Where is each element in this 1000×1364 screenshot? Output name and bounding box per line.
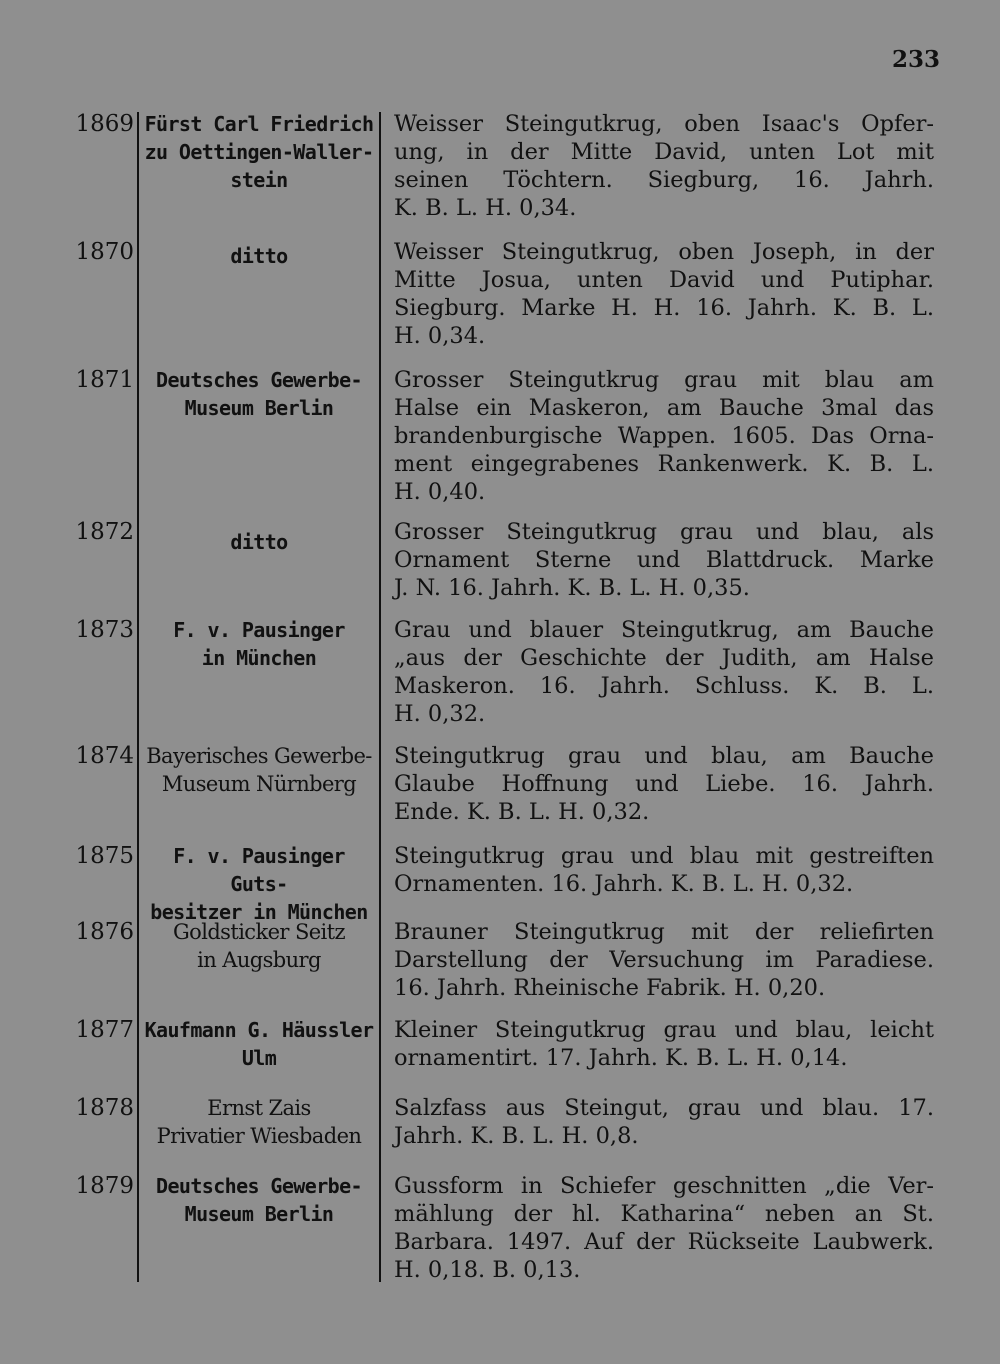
description-line: H. 0,40. [394,479,486,505]
entry-description [394,1094,934,1150]
description-line: H. 0,34. [394,323,486,349]
entry-description [394,518,934,602]
description-line: H. 0,18. B. 0,13. [394,1257,581,1283]
description-line: 16. Jahrh. Rheinische Fabrik. H. 0,20. [394,975,826,1001]
description-line: Ornamenten. 16. Jahrh. K. B. L. H. 0,32. [394,871,854,897]
description-line: Halse ein Maskeron, am Bauche 3mal das [394,395,934,421]
description-line: Ende. K. B. L. H. 0,32. [394,799,650,825]
description-line: J. N. 16. Jahrh. K. B. L. H. 0,35. [394,575,750,601]
entry-description [394,110,934,222]
entry-number: 1876 [75,919,134,945]
entry-owner: Bayerisches Gewerbe- Museum Nürnberg [146,744,372,796]
description-line: Grosser Steingutkrug grau mit blau am [394,367,934,393]
description-line: mählung der hl. Katharina“ neben an St. [394,1201,934,1227]
entry-owner: Ernst Zais Privatier Wiesbaden [156,1096,362,1148]
description-line: ung, in der Mitte David, unten Lot mit [394,139,934,165]
entry-owner: F. v. Pausinger Guts- besitzer in München [150,844,368,924]
description-line: Weisser Steingutkrug, oben Joseph, in der [394,239,934,265]
description-line: ornamentirt. 17. Jahrh. K. B. L. H. 0,14. [394,1045,848,1071]
description-line: Jahrh. K. B. L. H. 0,8. [394,1123,639,1149]
entry-owner: Deutsches Gewerbe- Museum Berlin [156,1174,362,1226]
description-line: Gussform in Schiefer geschnitten „die Ver- [394,1173,934,1199]
entry-number: 1874 [75,743,134,769]
description-line: Barbara. 1497. Auf der Rückseite Laubwerk. [394,1229,934,1255]
description-line: Mitte Josua, unten David und Putiphar. [394,267,934,293]
entry-number: 1873 [75,617,134,643]
description-line: ment eingegrabenes Rankenwerk. K. B. L. [394,451,934,477]
entry-number: 1870 [75,239,134,265]
entry-owner: F. v. Pausinger in München [173,618,345,670]
description-line: Kleiner Steingutkrug grau und blau, leicht [394,1017,934,1043]
entry-description [394,238,934,350]
entry-description [394,1172,934,1284]
entry-number: 1869 [75,111,134,137]
description-line: Glaube Hoffnung und Liebe. 16. Jahrh. [394,771,934,797]
description-line: H. 0,32. [394,701,486,727]
entry-description [394,366,934,506]
description-line: Salzfass aus Steingut, grau und blau. 17. [394,1095,934,1121]
description-line: K. B. L. H. 0,34. [394,195,577,221]
entry-description [394,1016,934,1072]
entry-owner: Fürst Carl Friedrich zu Oettingen-Waller- stein [144,112,374,192]
description-line: Grau und blauer Steingutkrug, am Bauche [394,617,934,643]
page-number: 233 [891,46,940,73]
description-line: Darstellung der Versuchung im Paradiese. [394,947,934,973]
entry-description [394,742,934,826]
column-rule-right [379,112,381,1282]
description-line: seinen Töchtern. Siegburg, 16. Jahrh. [394,167,934,193]
description-line: „aus der Geschichte der Judith, am Halse [394,645,934,671]
description-line: Grosser Steingutkrug grau und blau, als [394,519,934,545]
column-rule-left [137,112,139,1282]
entry-description [394,918,934,1002]
description-line: Brauner Steingutkrug mit der reliefirten [394,919,934,945]
entry-owner: ditto [230,244,288,268]
entry-owner: ditto [230,530,288,554]
entry-description [394,842,934,898]
description-line: Weisser Steingutkrug, oben Isaac's Opfer- [394,111,934,137]
entry-owner: Deutsches Gewerbe- Museum Berlin [156,368,362,420]
entry-number: 1871 [75,367,134,393]
entry-number: 1872 [75,519,134,545]
description-line: Steingutkrug grau und blau mit gestreiften [394,843,934,869]
entry-number: 1878 [75,1095,134,1121]
entry-number: 1879 [75,1173,134,1199]
entry-description [394,616,934,728]
entry-number: 1877 [75,1017,134,1043]
entry-owner: Goldsticker Seitz in Augsburg [173,920,345,972]
entry-owner: Kaufmann G. Häussler Ulm [144,1018,374,1070]
description-line: Ornament Sterne und Blattdruck. Marke [394,547,934,573]
description-line: Siegburg. Marke H. H. 16. Jahrh. K. B. L. [394,295,934,321]
description-line: Maskeron. 16. Jahrh. Schluss. K. B. L. [394,673,934,699]
description-line: Steingutkrug grau und blau, am Bauche [394,743,934,769]
entry-number: 1875 [75,843,134,869]
description-line: brandenburgische Wappen. 1605. Das Orna- [394,423,934,449]
